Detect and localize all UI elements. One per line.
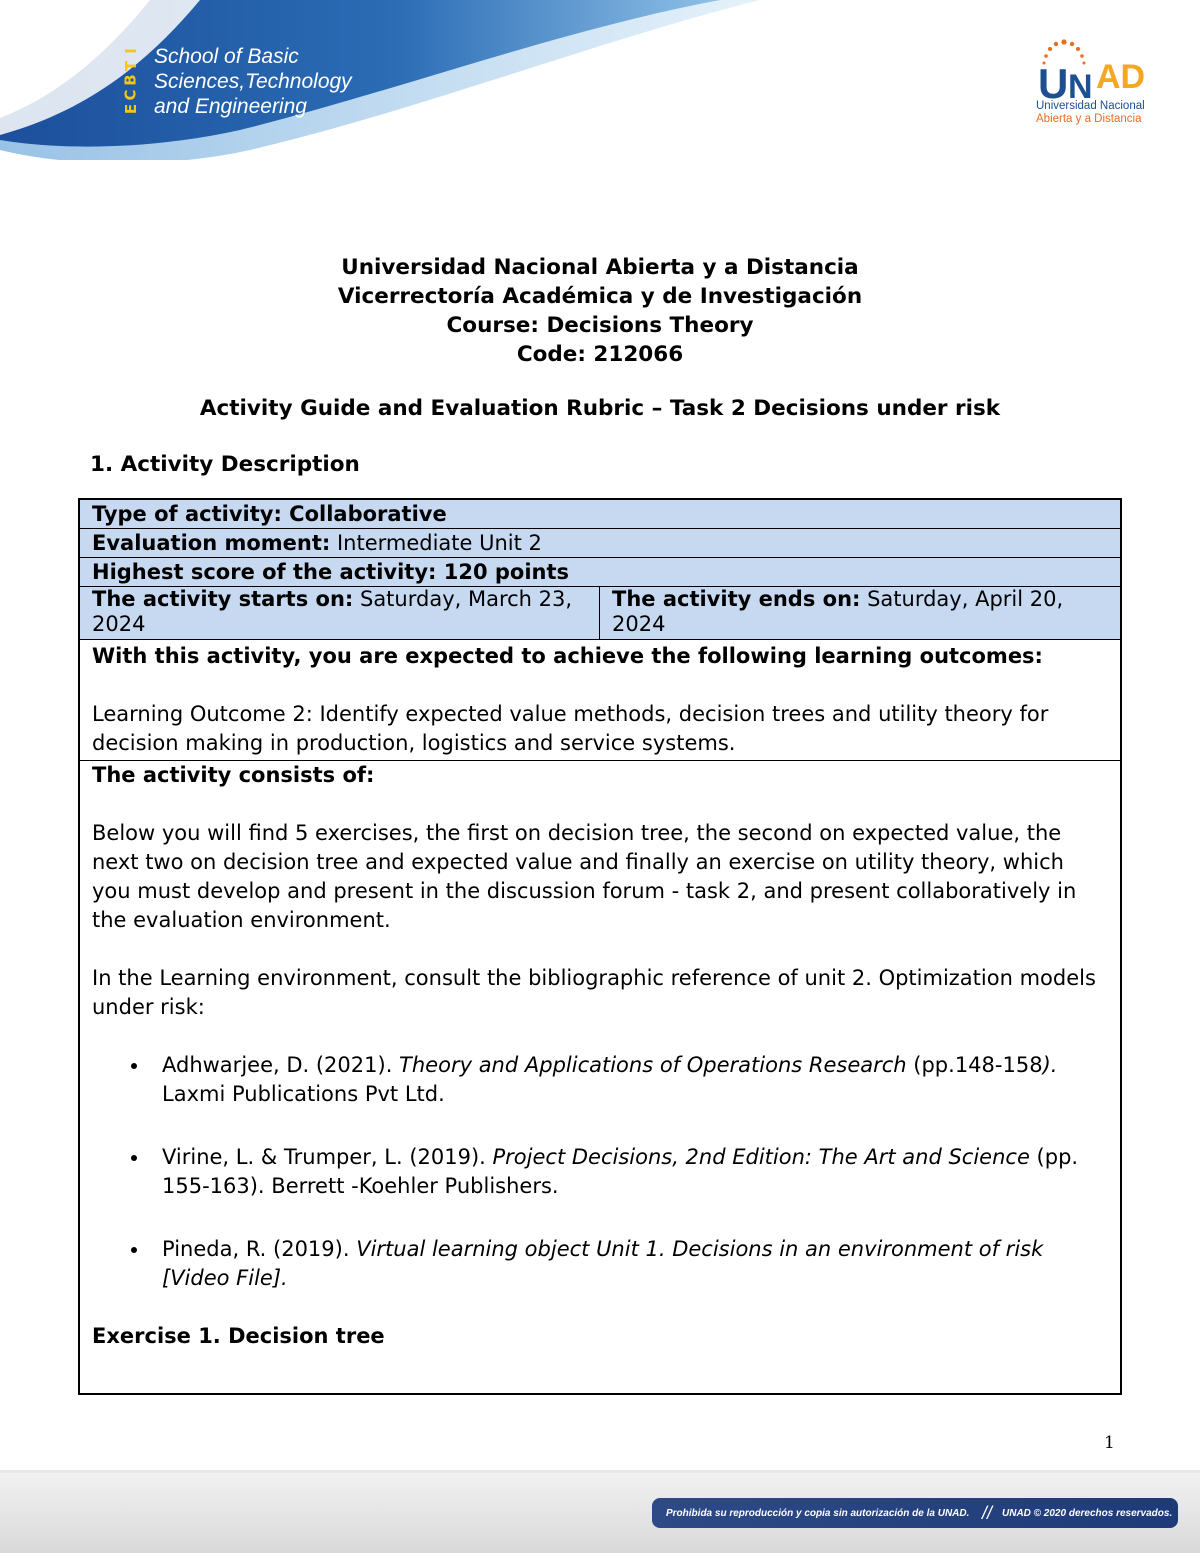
exercise-heading: Exercise 1. Decision tree — [92, 1324, 385, 1348]
ref-title: Virtual learning object Unit 1. Decisions in an environment of risk [Video File]. — [162, 1237, 1044, 1290]
start-value: Saturday, March 23, 2024 — [92, 587, 573, 636]
outcome-text: Learning Outcome 2: Identify expected value methods, decision trees and utility theory for decision making in production, logistics and service systems. — [92, 702, 1049, 755]
document-title — [0, 253, 1200, 369]
title-line: Course: Decisions Theory — [446, 313, 754, 338]
consists-heading: The activity consists of: — [92, 763, 375, 787]
learning-outcomes-cell — [80, 640, 1120, 761]
school-line: School of Basic — [154, 45, 299, 68]
ecbti-letter: I — [122, 48, 140, 54]
start-label: The activity starts on: — [92, 587, 354, 611]
unad-sub-line1: Universidad Nacional — [1036, 100, 1145, 112]
ref-title: Project Decisions, 2nd Edition: The Art and Science — [492, 1145, 1030, 1169]
ecbti-badge — [118, 44, 144, 116]
reference-item — [150, 1235, 1108, 1293]
start-date — [80, 587, 600, 639]
ref-pages: (pp. 155-163). Berrett -Koehler Publishers. — [162, 1145, 1079, 1198]
eval-label: Evaluation moment: — [92, 531, 331, 555]
school-name — [154, 44, 352, 119]
reference-item — [150, 1051, 1108, 1109]
title-line: Universidad Nacional Abierta y a Distancia — [341, 255, 859, 280]
paragraph: In the Learning environment, consult the bibliographic reference of unit 2. Optimization models under risk: — [92, 966, 1096, 1019]
ref-pages: (pp.148-158 — [906, 1053, 1043, 1077]
ecbti-letter: E — [122, 103, 140, 115]
end-date — [600, 587, 1120, 639]
guide-title: Activity Guide and Evaluation Rubric – Task 2 Decisions under risk — [199, 396, 1001, 421]
school-line: and Engineering — [154, 95, 307, 118]
reference-list — [92, 1051, 1108, 1293]
logo-n: N — [1068, 68, 1093, 106]
unad-sub-line2: Abierta y a Distancia — [1036, 113, 1142, 125]
dates-row — [80, 587, 1120, 640]
outcomes-heading: With this activity, you are expected to achieve the following learning outcomes: — [92, 644, 1043, 668]
activity-table — [78, 498, 1122, 1395]
ecbti-letter: B — [122, 74, 140, 86]
footer-notice — [652, 1498, 1178, 1528]
ref-author: Adhwarjee, D. (2021). — [162, 1053, 400, 1077]
logo-u: U — [1038, 60, 1069, 107]
ref-author: Pineda, R. (2019). — [162, 1237, 357, 1261]
ref-author: Virine, L. & Trumper, L. (2019). — [162, 1145, 493, 1169]
ref-title: Theory and Applications of Operations Research — [399, 1053, 907, 1077]
section-heading: 1. Activity Description — [90, 452, 360, 477]
page-number: 1 — [1104, 1433, 1115, 1453]
ref-publisher: Laxmi Publications Pvt Ltd. — [162, 1082, 445, 1106]
footer-right-text: UNAD © 2020 derechos reservados. — [1002, 1507, 1173, 1519]
title-line: Vicerrectoría Académica y de Investigación — [337, 284, 863, 309]
eval-value: Intermediate Unit 2 — [330, 531, 542, 555]
activity-consists-cell — [80, 761, 1120, 1393]
ecbti-letter: T — [121, 60, 140, 71]
end-value: Saturday, April 20, 2024 — [612, 587, 1064, 636]
evaluation-moment — [80, 529, 1120, 558]
reference-item — [150, 1143, 1108, 1201]
footer-separator: // — [981, 1502, 992, 1523]
ref-punct: ). — [1042, 1053, 1058, 1077]
paragraph: Below you will find 5 exercises, the first on decision tree, the second on expected value, the next two on decision tree and expected value and finally an exercise on utility theory, which you must develop and present in the discussion forum - task 2, and present collaboratively in the evaluation environment. — [92, 821, 1077, 932]
school-line: Sciences,Technology — [154, 70, 352, 93]
footer-left-text: Prohibida su reproducción y copia sin autorización de la UNAD. — [666, 1507, 970, 1519]
end-label: The activity ends on: — [612, 587, 861, 611]
highest-score: Highest score of the activity: 120 points — [80, 558, 1120, 587]
ecbti-letter: C — [121, 88, 140, 101]
title-line: Code: 212066 — [516, 342, 684, 367]
logo-ad: AD — [1096, 58, 1146, 96]
type-of-activity: Type of activity: Collaborative — [80, 500, 1120, 529]
unad-subtitle — [1036, 100, 1145, 126]
